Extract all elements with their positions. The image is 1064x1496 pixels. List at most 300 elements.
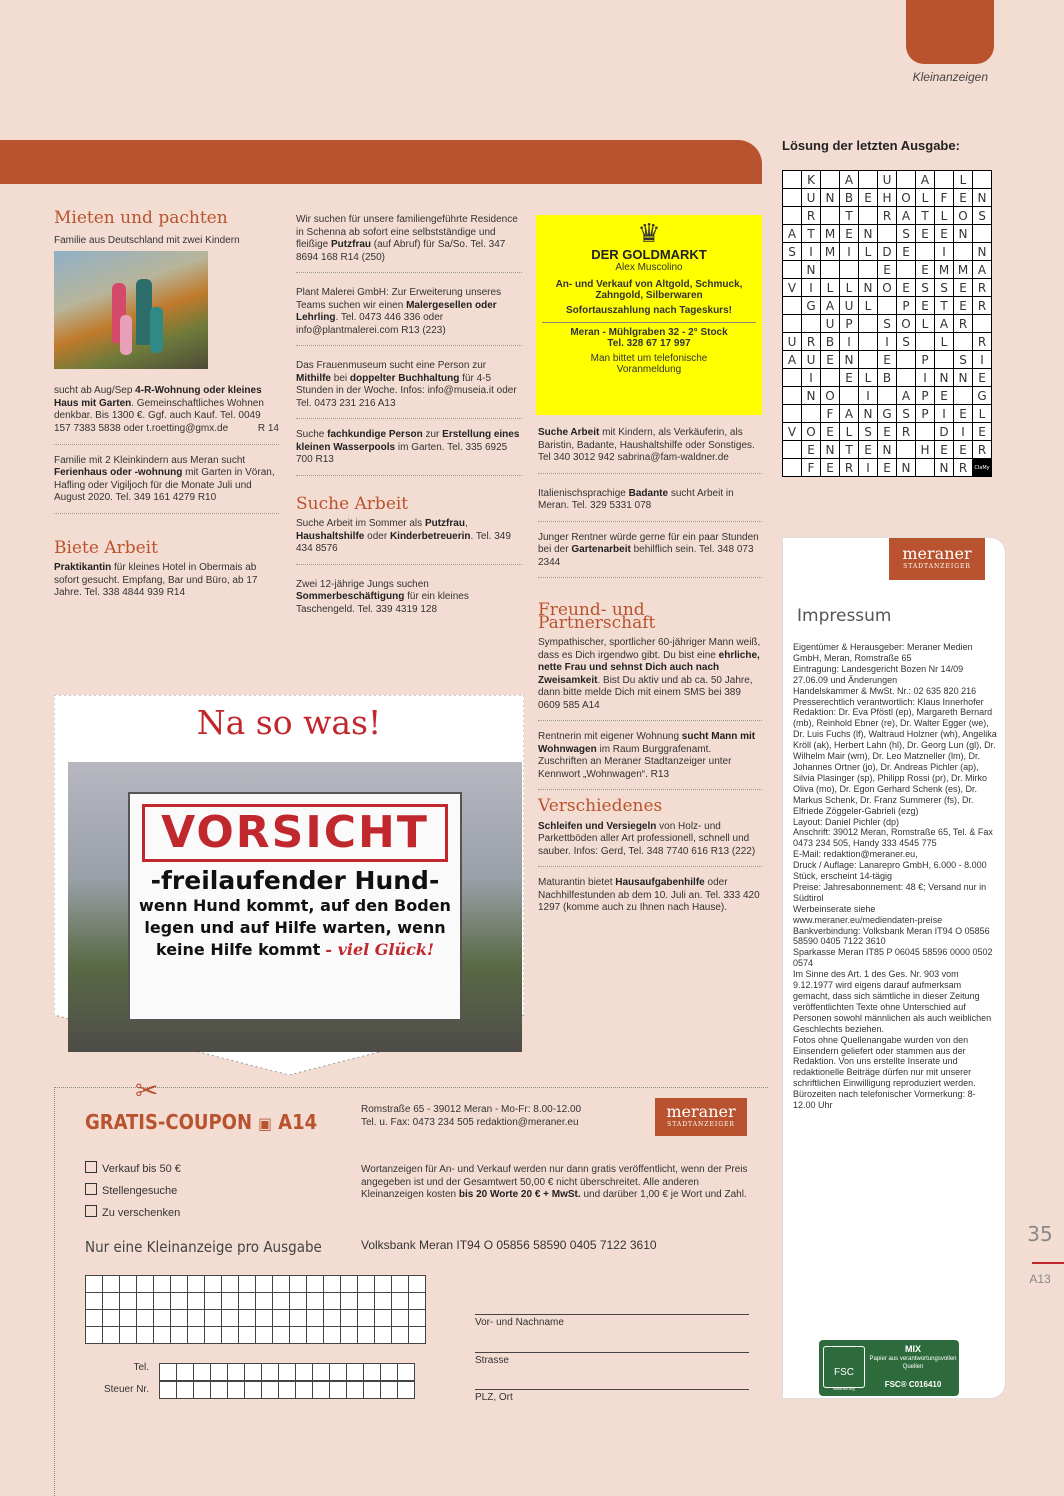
grid-cell[interactable] <box>358 1310 375 1327</box>
crossword-cell: E <box>973 423 992 441</box>
crossword-cell: U <box>840 297 859 315</box>
crossword-cell: E <box>859 189 878 207</box>
impressum-text <box>793 642 997 1111</box>
column-3 <box>538 427 762 915</box>
section-banner <box>0 140 762 184</box>
grid-cell[interactable] <box>137 1327 154 1344</box>
crossword-cell <box>859 351 878 369</box>
grid-cell[interactable] <box>86 1310 103 1327</box>
crossword-cell: F <box>821 405 840 423</box>
impressum-line: Layout: Daniel Pichler (dp) <box>793 816 900 827</box>
crossword-cell: F <box>802 459 821 477</box>
grid-cell[interactable] <box>392 1293 409 1310</box>
goldmarkt-title: DER GOLDMARKT <box>591 247 707 262</box>
coupon-options <box>85 1158 181 1224</box>
tax-cell[interactable] <box>177 1382 194 1399</box>
goldmarkt-ad <box>536 215 762 415</box>
crossword-cell: E <box>821 459 840 477</box>
crossword-cell: E <box>954 405 973 423</box>
crossword-cell: A <box>840 171 859 189</box>
coupon-address: Romstraße 65 - 39012 Meran - Mo-Fr: 8.00-12.00 Tel. u. Fax: 0473 234 505 redaktion@meraner.eu <box>361 1104 582 1128</box>
crossword-cell: E <box>916 225 935 243</box>
crossword-cell <box>821 171 840 189</box>
tax-cell[interactable] <box>160 1382 177 1399</box>
crossword-cell <box>878 225 897 243</box>
crossword-cell: O <box>878 279 897 297</box>
crossword-cell: O <box>897 315 916 333</box>
grid-cell[interactable] <box>307 1276 324 1293</box>
grid-cell[interactable] <box>205 1310 222 1327</box>
crossword-cell: K <box>802 171 821 189</box>
grid-cell[interactable] <box>86 1276 103 1293</box>
tel-cell[interactable] <box>245 1364 262 1381</box>
tel-cell[interactable] <box>381 1364 398 1381</box>
crossword-cell: B <box>840 189 859 207</box>
grid-cell[interactable] <box>239 1293 256 1310</box>
grid-cell[interactable] <box>307 1293 324 1310</box>
grid-cell[interactable] <box>324 1327 341 1344</box>
grid-cell[interactable] <box>137 1293 154 1310</box>
grid-cell[interactable] <box>324 1310 341 1327</box>
crossword-row <box>783 405 992 423</box>
crossword-cell: S <box>954 351 973 369</box>
sign-line-6: - viel Glück! <box>325 940 435 959</box>
tax-cell[interactable] <box>194 1382 211 1399</box>
crossword-cell: H <box>878 189 897 207</box>
crossword-cell: R <box>973 279 992 297</box>
crossword-cell <box>783 459 802 477</box>
sign-line-1: VORSICHT <box>142 804 448 862</box>
crossword-cell: M <box>821 243 840 261</box>
tax-cell[interactable] <box>279 1382 296 1399</box>
crossword-cell <box>783 171 802 189</box>
grid-cell[interactable] <box>188 1310 205 1327</box>
tel-cell[interactable] <box>160 1364 177 1381</box>
crossword-cell: T <box>840 441 859 459</box>
tel-grid[interactable] <box>159 1363 415 1381</box>
crossword-cell: N <box>973 243 992 261</box>
tax-cell[interactable] <box>381 1382 398 1399</box>
impressum-box <box>782 537 1006 1399</box>
crossword-cell: I <box>954 423 973 441</box>
grid-cell[interactable] <box>290 1327 307 1344</box>
crossword-cell: O <box>954 207 973 225</box>
crossword-row <box>783 189 992 207</box>
crossword-row <box>783 297 992 315</box>
grid-cell[interactable] <box>205 1276 222 1293</box>
crossword-cell: L <box>821 279 840 297</box>
page-number-rule <box>1032 1262 1064 1264</box>
warning-sign-photo <box>68 762 522 1052</box>
crossword-cell: E <box>973 369 992 387</box>
crossword-cell: O <box>802 423 821 441</box>
grid-cell[interactable] <box>154 1310 171 1327</box>
ad-frauenmuseum: Das Frauenmuseum sucht eine Person zur Mithilfe bei doppelter Buchhaltung für 4-5 Stunden in der Woche. Infos: info@museia.it oder Tel. 0473 231 216 A13 <box>296 360 522 419</box>
tel-cell[interactable] <box>330 1364 347 1381</box>
crossword-row <box>783 369 992 387</box>
ad-rentner-garten: Junger Rentner würde gerne für ein paar Stunden bei der Gartenarbeit behilflich sein. Tel. 348 073 2344 <box>538 532 762 579</box>
crossword-cell: P <box>840 315 859 333</box>
crossword-cell: I <box>840 243 859 261</box>
grid-cell[interactable] <box>154 1327 171 1344</box>
tel-cell[interactable] <box>211 1364 228 1381</box>
crossword-cell: I <box>840 333 859 351</box>
grid-cell[interactable] <box>205 1293 222 1310</box>
crossword-cell: E <box>935 225 954 243</box>
biete-heading: Biete Arbeit <box>54 537 158 558</box>
ad-rentnerin-wohnwagen: Rentnerin mit eigener Wohnung sucht Mann mit Wohnwagen im Raum Burggrafenamt. Zuschriften an Meraner Stadtanzeiger unter Kennwort „Wohnwagen“. R13 <box>538 731 762 790</box>
crossword-cell: T <box>840 207 859 225</box>
crossword-cell: E <box>878 351 897 369</box>
grid-cell[interactable] <box>256 1310 273 1327</box>
checkbox-verschenken[interactable] <box>85 1205 97 1217</box>
grid-cell[interactable] <box>273 1276 290 1293</box>
crossword-cell: N <box>878 441 897 459</box>
crossword-cell: L <box>935 207 954 225</box>
crossword-cell: G <box>802 297 821 315</box>
crossword-cell: N <box>954 225 973 243</box>
tel-cell[interactable] <box>398 1364 415 1381</box>
crossword-cell: E <box>840 225 859 243</box>
crossword-cell: N <box>821 189 840 207</box>
sign-line-2: -freilaufender Hund- <box>150 866 440 895</box>
crossword-cell: E <box>954 297 973 315</box>
tax-cell[interactable] <box>228 1382 245 1399</box>
crossword-cell <box>916 459 935 477</box>
grid-cell[interactable] <box>120 1310 137 1327</box>
crossword-cell: ClaMy <box>973 459 992 477</box>
ad-wasserpool: Suche fachkundige Person zur Erstellung eines kleinen Wasserpools im Garten. Tel. 335 6925 700 R13 <box>296 429 522 476</box>
tax-cell[interactable] <box>398 1382 415 1399</box>
grid-cell[interactable] <box>375 1327 392 1344</box>
crossword-cell: A <box>840 405 859 423</box>
impressum-line: Bürozeiten nach telefonischer Vormerkung: 8-12.00 Uhr <box>793 1089 976 1111</box>
goldmarkt-line1: An- und Verkauf von Altgold, Schmuck, Zahngold, Silberwaren <box>555 279 743 301</box>
crossword-cell: R <box>878 207 897 225</box>
grid-cell[interactable] <box>239 1327 256 1344</box>
fsc-badge <box>819 1340 959 1396</box>
grid-cell[interactable] <box>307 1327 324 1344</box>
crossword-row <box>783 225 992 243</box>
crossword-cell <box>973 225 992 243</box>
grid-cell[interactable] <box>188 1293 205 1310</box>
impressum-line: Anschrift: 39012 Meran, Romstraße 65, Tel. & Fax 0473 234 505, Handy 333 4545 775 <box>793 827 993 849</box>
tax-cell[interactable] <box>296 1382 313 1399</box>
crossword-cell <box>783 207 802 225</box>
crossword-cell: I <box>935 243 954 261</box>
tax-cell[interactable] <box>245 1382 262 1399</box>
crossword-cell <box>878 387 897 405</box>
crossword-cell <box>916 243 935 261</box>
crossword-row <box>783 351 992 369</box>
impressum-line: Im Sinne des Art. 1 des Ges. Nr. 903 vom 9.12.1977 wird eigens darauf aufmerksam gemacht, dass sich sämtliche in dieser Zeitung veröffentlichten Texte ohne Unterschied auf Personen sowohl männlichen als auch weiblichen Geschlechts beziehen. <box>793 969 992 1034</box>
impressum-line: Handelskammer & MwSt. Nr.: 02 635 820 216 <box>793 685 977 696</box>
grid-cell[interactable] <box>341 1310 358 1327</box>
grid-cell[interactable] <box>205 1327 222 1344</box>
tax-cell[interactable] <box>262 1382 279 1399</box>
ad-jungs: Zwei 12-jährige Jungs suchen Sommerbeschäftigung für ein kleines Taschengeld. Tel. 339 4319 128 <box>296 578 469 615</box>
tax-cell[interactable] <box>347 1382 364 1399</box>
tax-cell[interactable] <box>313 1382 330 1399</box>
checkbox-stellengesuche[interactable] <box>85 1183 97 1195</box>
newspaper-icon: ▣ <box>258 1114 272 1133</box>
grid-cell[interactable] <box>392 1310 409 1327</box>
crossword-cell <box>859 171 878 189</box>
grid-cell[interactable] <box>341 1276 358 1293</box>
grid-cell[interactable] <box>171 1293 188 1310</box>
grid-cell[interactable] <box>273 1293 290 1310</box>
sign-line-3: wenn Hund kommt, auf den Boden <box>139 896 451 915</box>
crossword-cell: S <box>897 405 916 423</box>
tel-cell[interactable] <box>296 1364 313 1381</box>
ad-praktikantin: Praktikantin für kleines Hotel in Obermais ab sofort gesucht. Empfang, Bar und Büro, ab 17 Jahre. Tel. 338 4844 939 R14 <box>54 562 258 598</box>
crossword-cell <box>897 441 916 459</box>
crossword-cell <box>802 315 821 333</box>
crossword-cell <box>859 207 878 225</box>
grid-cell[interactable] <box>290 1276 307 1293</box>
page-number: 35 <box>1027 1222 1053 1246</box>
tel-cell[interactable] <box>279 1364 296 1381</box>
crossword-cell: A <box>821 297 840 315</box>
crossword-cell: L <box>916 315 935 333</box>
grid-cell[interactable] <box>256 1276 273 1293</box>
crossword-row <box>783 243 992 261</box>
crossword-cell: N <box>802 387 821 405</box>
crossword-cell: L <box>859 297 878 315</box>
grid-cell[interactable] <box>358 1276 375 1293</box>
goldmarkt-owner: Alex Muscolino <box>615 262 683 273</box>
crossword-cell: L <box>973 405 992 423</box>
grid-cell[interactable] <box>86 1293 103 1310</box>
grid-cell[interactable] <box>222 1327 239 1344</box>
grid-cell[interactable] <box>324 1293 341 1310</box>
grid-cell[interactable] <box>154 1293 171 1310</box>
grid-cell[interactable] <box>239 1276 256 1293</box>
grid-cell[interactable] <box>392 1327 409 1344</box>
grid-cell[interactable] <box>256 1327 273 1344</box>
solution-title: Lösung der letzten Ausgabe: <box>782 138 960 153</box>
crossword-cell: F <box>935 189 954 207</box>
grid-cell[interactable] <box>103 1293 120 1310</box>
city-field[interactable] <box>475 1375 749 1390</box>
crossword-cell <box>783 405 802 423</box>
tel-cell[interactable] <box>364 1364 381 1381</box>
checkbox-verkauf[interactable] <box>85 1161 97 1173</box>
crossword-cell: I <box>802 369 821 387</box>
grid-cell[interactable] <box>341 1327 358 1344</box>
crossword-cell: A <box>935 315 954 333</box>
crossword-row <box>783 459 992 477</box>
crossword-cell: P <box>916 351 935 369</box>
goldmarkt-line5: Man bittet um telefonische Voranmeldung <box>590 353 708 375</box>
section-label: Kleinanzeigen <box>912 70 988 84</box>
impressum-title: Impressum <box>797 606 892 626</box>
grid-cell[interactable] <box>392 1276 409 1293</box>
crossword-cell: N <box>859 405 878 423</box>
grid-cell[interactable] <box>375 1276 392 1293</box>
crossword-cell: L <box>840 279 859 297</box>
grid-cell[interactable] <box>171 1327 188 1344</box>
grid-cell[interactable] <box>375 1310 392 1327</box>
tax-cell[interactable] <box>211 1382 228 1399</box>
crossword-cell <box>783 189 802 207</box>
crossword-cell <box>897 369 916 387</box>
crossword-cell <box>783 261 802 279</box>
grid-cell[interactable] <box>171 1310 188 1327</box>
crossword-solution <box>782 170 1002 477</box>
grid-cell[interactable] <box>171 1276 188 1293</box>
grid-cell[interactable] <box>103 1327 120 1344</box>
crossword-cell: R <box>897 423 916 441</box>
fsc-mix: MIX <box>904 1344 921 1354</box>
impressum-line: Sparkasse Meran IT85 P 06045 58596 0000 0502 0574 <box>793 947 993 969</box>
crossword-cell: N <box>935 369 954 387</box>
grid-cell[interactable] <box>358 1327 375 1344</box>
grid-cell[interactable] <box>188 1276 205 1293</box>
tel-cell[interactable] <box>347 1364 364 1381</box>
column-1 <box>54 208 279 600</box>
grid-cell[interactable] <box>137 1310 154 1327</box>
crossword-cell: I <box>859 459 878 477</box>
tax-cell[interactable] <box>330 1382 347 1399</box>
grid-cell[interactable] <box>188 1327 205 1344</box>
tel-cell[interactable] <box>194 1364 211 1381</box>
coupon-logo: meraner STADTANZEIGER <box>655 1098 747 1136</box>
crossword-cell: A <box>973 261 992 279</box>
crossword-cell: R <box>973 441 992 459</box>
grid-cell[interactable] <box>409 1276 426 1293</box>
grid-cell[interactable] <box>409 1293 426 1310</box>
option-verkauf[interactable]: Verkauf bis 50 € <box>85 1158 181 1180</box>
crossword-cell <box>935 351 954 369</box>
freund-heading: Freund- und Partnerschaft <box>538 600 656 633</box>
grid-cell[interactable] <box>324 1276 341 1293</box>
sign-line-4: legen und auf Hilfe warten, wenn <box>144 918 446 937</box>
grid-cell[interactable] <box>103 1310 120 1327</box>
street-field[interactable] <box>475 1338 749 1353</box>
grid-cell[interactable] <box>239 1310 256 1327</box>
crossword-cell <box>840 387 859 405</box>
impressum-line: Werbeinserate siehe www.meraner.eu/mediendaten-preise <box>793 903 943 925</box>
grid-cell[interactable] <box>409 1310 426 1327</box>
grid-cell[interactable] <box>222 1276 239 1293</box>
coupon-info: Wortanzeigen für An- und Verkauf werden nur dann gratis veröffentlicht, wenn der Preis angegeben ist und der Gesamtwert 50,00 € nicht überschreitet. Alle anderen Kleinanzeigen kosten bis 20 Worte 20 € + MwSt. und darüber 1,00 € je Wort und Zahl. <box>361 1164 748 1200</box>
coupon-text-grid[interactable] <box>85 1275 426 1344</box>
grid-cell[interactable] <box>154 1276 171 1293</box>
crossword-cell: G <box>973 387 992 405</box>
crossword-cell <box>859 333 878 351</box>
crossword-cell <box>859 315 878 333</box>
crossword-cell: N <box>935 459 954 477</box>
coupon-bank: Volksbank Meran IT94 O 05856 58590 0405 7122 3610 <box>361 1238 657 1252</box>
crossword-cell: U <box>802 351 821 369</box>
family-photo <box>54 251 208 369</box>
tax-cell[interactable] <box>364 1382 381 1399</box>
name-field[interactable] <box>475 1300 749 1315</box>
grid-cell[interactable] <box>375 1293 392 1310</box>
crossword-cell: R <box>802 333 821 351</box>
ad-putzfrau-schenna: Wir suchen für unsere familiengeführte Residence in Schenna ab sofort eine selbstständige und fleißige Putzfrau (auf Abruf) für Sa/So. Tel. 347 8694 168 R14 (250) <box>296 214 522 273</box>
crossword-cell: E <box>897 279 916 297</box>
grid-cell[interactable] <box>273 1310 290 1327</box>
tax-grid[interactable] <box>159 1381 415 1399</box>
page-code: A13 <box>1029 1272 1051 1286</box>
grid-cell[interactable] <box>120 1293 137 1310</box>
grid-cell[interactable] <box>290 1293 307 1310</box>
crossword-cell: I <box>878 333 897 351</box>
crossword-cell: M <box>935 261 954 279</box>
scissors-icon: ✂ <box>135 1075 159 1106</box>
crossword-grid <box>782 170 992 477</box>
crossword-cell: N <box>802 261 821 279</box>
fsc-logo-icon: FSC <box>823 1346 865 1388</box>
tax-label: Steuer Nr. <box>103 1384 149 1395</box>
crossword-cell <box>821 207 840 225</box>
grid-cell[interactable] <box>222 1310 239 1327</box>
crossword-cell: I <box>916 369 935 387</box>
crossword-cell: T <box>802 225 821 243</box>
crossword-cell: V <box>783 279 802 297</box>
tel-cell[interactable] <box>313 1364 330 1381</box>
crossword-cell: N <box>954 369 973 387</box>
ad-hausaufgabenhilfe: Maturantin bietet Hausaufgabenhilfe oder Nachhilfestunden ab dem 10. Juli an. Tel. 333 420 1297 (komme auch zu Ihnen nach Hause). <box>538 877 760 913</box>
grid-cell[interactable] <box>307 1310 324 1327</box>
fsc-code: FSC® C016410 <box>884 1380 942 1389</box>
crossword-cell: N <box>859 279 878 297</box>
crossword-cell: E <box>821 423 840 441</box>
crossword-cell: A <box>897 207 916 225</box>
header-tab <box>906 0 994 64</box>
crossword-cell <box>821 369 840 387</box>
crossword-row <box>783 171 992 189</box>
crossword-cell: N <box>859 225 878 243</box>
crossword-cell: E <box>916 297 935 315</box>
crossword-cell: S <box>916 279 935 297</box>
crossword-cell: P <box>897 297 916 315</box>
crossword-cell: T <box>916 207 935 225</box>
crossword-cell: U <box>802 189 821 207</box>
grid-cell[interactable] <box>358 1293 375 1310</box>
address-fields <box>475 1300 749 1405</box>
fsc-url: www.fsc.org <box>833 1386 855 1391</box>
tel-cell[interactable] <box>262 1364 279 1381</box>
grid-cell[interactable] <box>120 1327 137 1344</box>
grid-cell[interactable] <box>409 1327 426 1344</box>
option-stellengesuche[interactable]: Stellengesuche <box>85 1180 181 1202</box>
tel-cell[interactable] <box>177 1364 194 1381</box>
grid-cell[interactable] <box>222 1293 239 1310</box>
grid-cell[interactable] <box>86 1327 103 1344</box>
option-verschenken[interactable]: Zu verschenken <box>85 1202 181 1224</box>
crossword-cell: E <box>878 423 897 441</box>
grid-cell[interactable] <box>103 1276 120 1293</box>
grid-cell[interactable] <box>137 1276 154 1293</box>
grid-cell[interactable] <box>120 1276 137 1293</box>
crossword-row <box>783 423 992 441</box>
crossword-cell <box>897 171 916 189</box>
crossword-cell: P <box>916 387 935 405</box>
grid-cell[interactable] <box>256 1293 273 1310</box>
crossword-cell: N <box>840 351 859 369</box>
grid-cell[interactable] <box>341 1293 358 1310</box>
crossword-cell <box>783 315 802 333</box>
gratis-coupon <box>54 1075 768 1496</box>
crossword-cell: L <box>916 189 935 207</box>
grid-cell[interactable] <box>290 1310 307 1327</box>
grid-cell[interactable] <box>273 1327 290 1344</box>
tel-cell[interactable] <box>228 1364 245 1381</box>
crossword-cell: E <box>878 261 897 279</box>
